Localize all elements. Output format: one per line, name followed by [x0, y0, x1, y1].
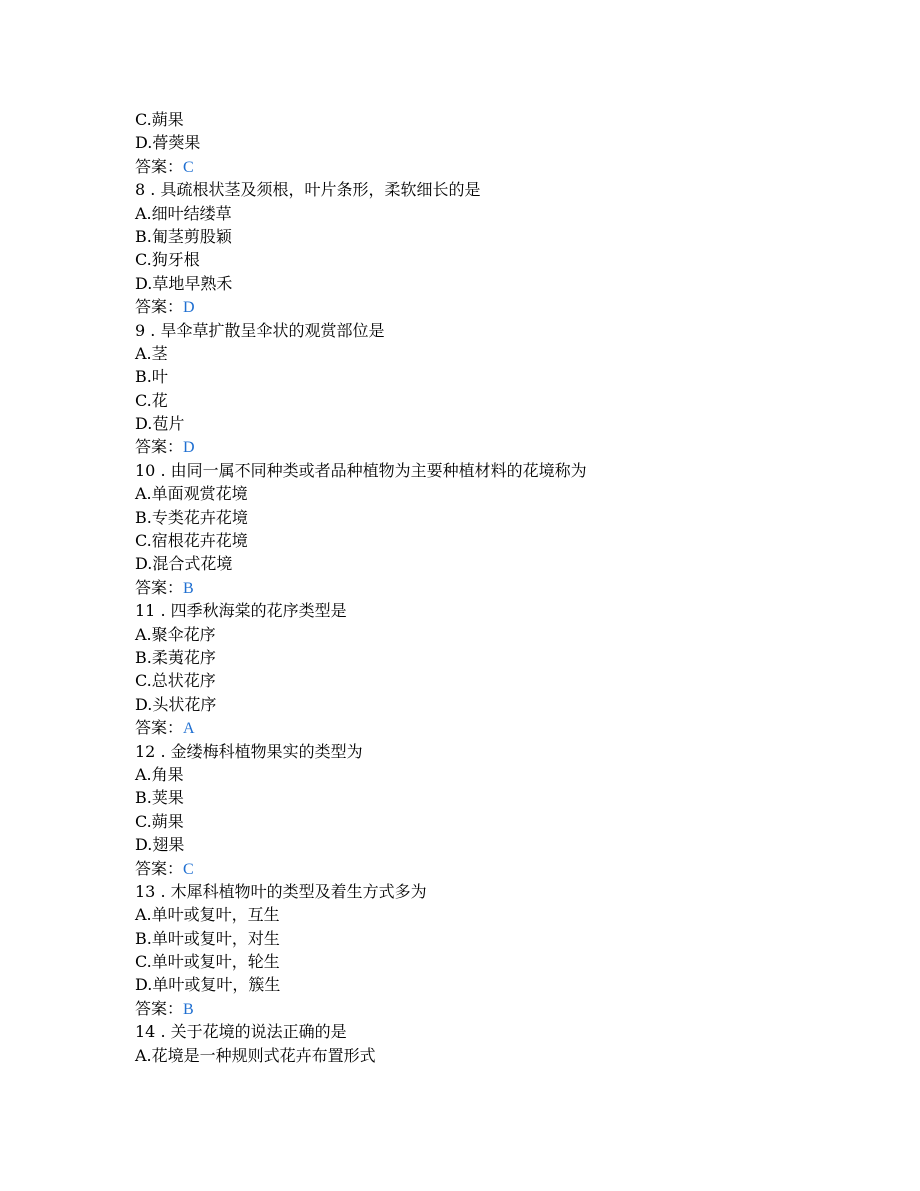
answer-value: B: [183, 1000, 194, 1018]
answer-line: [135, 295, 855, 318]
answer-label: 答案：: [135, 858, 184, 878]
question-text: 13 . 木犀科植物叶的类型及着生方式多为: [135, 881, 427, 901]
option-text: A.茎: [135, 343, 168, 363]
answer-label: 答案：: [135, 998, 184, 1018]
answer-value: D: [183, 439, 195, 457]
answer-line: [135, 857, 855, 880]
option-text: C.蒴果: [135, 110, 184, 129]
option-text: B.匍茎剪股颖: [135, 226, 232, 246]
option-text: D.苞片: [135, 414, 185, 434]
option-text: D.头状花序: [135, 694, 217, 714]
option-text: A.聚伞花序: [135, 624, 216, 644]
option-text: B.叶: [135, 367, 168, 387]
answer-value: C: [183, 860, 194, 878]
answer-value: B: [183, 579, 194, 597]
option-text: B.柔荑花序: [135, 647, 216, 667]
answer-label: 答案：: [135, 577, 184, 597]
answer-label: 答案：: [135, 437, 184, 457]
option-text: B.单叶或复叶，对生: [135, 928, 280, 948]
answer-value: D: [183, 299, 195, 317]
option-text: A.单叶或复叶，互生: [135, 905, 280, 925]
option-text: D.翅果: [135, 835, 185, 855]
answer-value: C: [183, 158, 194, 176]
option-text: C.总状花序: [135, 671, 216, 691]
option-text: B.荚果: [135, 788, 184, 808]
answer-label: 答案：: [135, 156, 184, 176]
answer-value: A: [183, 720, 195, 738]
option-text: C.狗牙根: [135, 250, 200, 270]
option-text: A.花境是一种规则式花卉布置形式: [135, 1045, 376, 1065]
option-text: C.宿根花卉花境: [135, 531, 248, 551]
answer-line: [135, 716, 855, 739]
document-page: [135, 108, 855, 1067]
option-text: D.草地早熟禾: [135, 273, 233, 293]
option-text: C.蒴果: [135, 811, 184, 831]
answer-line: [135, 997, 855, 1020]
option-text: D.单叶或复叶，簇生: [135, 975, 281, 995]
option-text: B.专类花卉花境: [135, 507, 248, 527]
question-text: 10 . 由同一属不同种类或者品种植物为主要种植材料的花境称为: [135, 460, 587, 480]
option-text: D.蓇葖果: [135, 133, 201, 153]
answer-label: 答案：: [135, 718, 184, 738]
option-text: D.混合式花境: [135, 554, 233, 574]
answer-line: [135, 435, 855, 458]
answer-label: 答案：: [135, 297, 184, 317]
question-text: 9 . 旱伞草扩散呈伞状的观赏部位是: [135, 320, 385, 340]
question-text: 11 . 四季秋海棠的花序类型是: [135, 601, 347, 621]
option-text: A.细叶结缕草: [135, 203, 232, 223]
question-text: 8 . 具疏根状茎及须根，叶片条形，柔软细长的是: [135, 180, 481, 200]
option-text: A.单面观赏花境: [135, 484, 248, 504]
answer-line: [135, 576, 855, 599]
answer-line: [135, 155, 855, 178]
question-text: 12 . 金缕梅科植物果实的类型为: [135, 741, 363, 761]
option-text: C.单叶或复叶，轮生: [135, 952, 280, 972]
option-text: C.花: [135, 390, 168, 410]
question-text: 14 . 关于花境的说法正确的是: [135, 1022, 347, 1042]
option-text: A.角果: [135, 764, 184, 784]
